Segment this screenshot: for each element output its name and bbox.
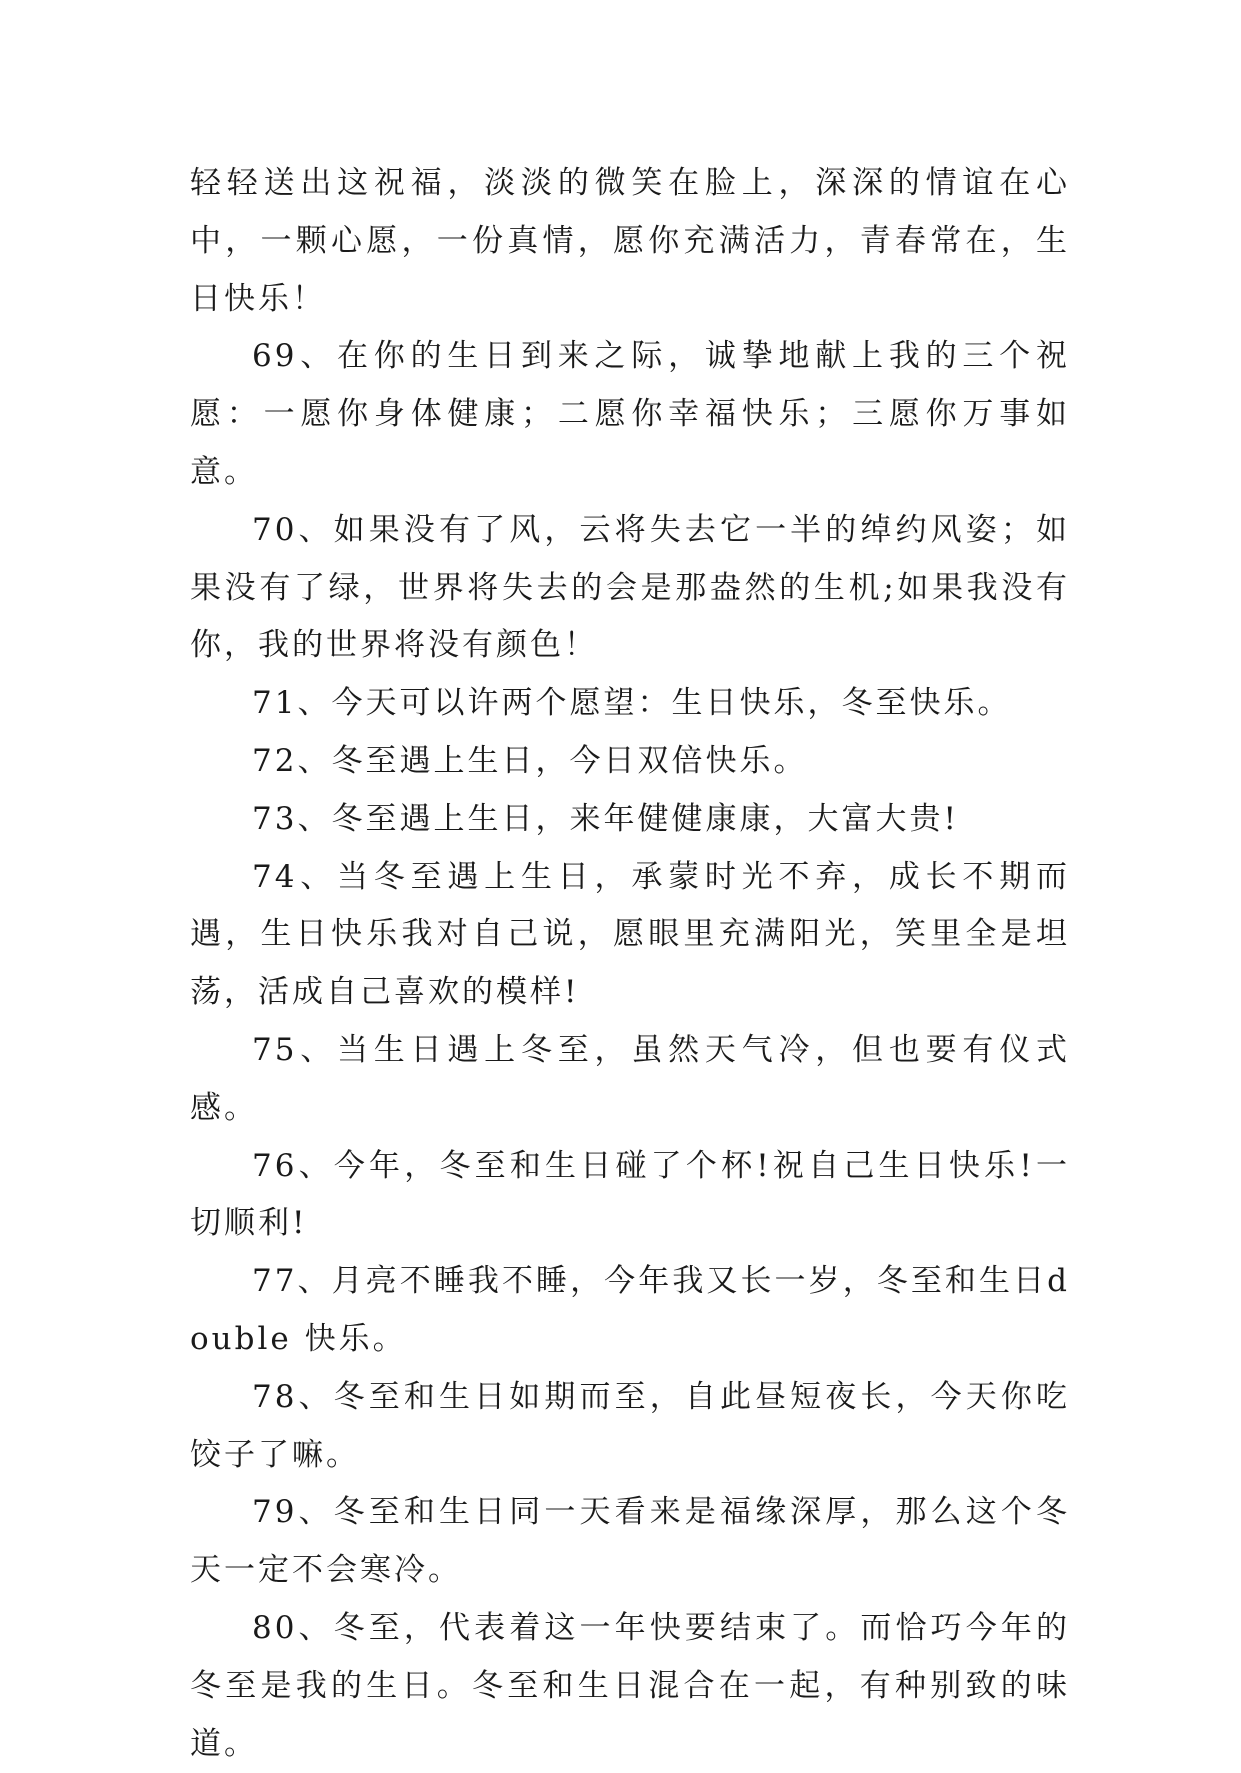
paragraph-76: 76、今年，冬至和生日碰了个杯!祝自己生日快乐!一切顺利! [190,1147,1070,1242]
document-body [190,155,1070,1773]
paragraph-77: 77、月亮不睡我不睡，今年我又长一岁，冬至和生日double 快乐。 [190,1263,1070,1357]
paragraph-71: 71、今天可以许两个愿望：生日快乐，冬至快乐。 [252,685,1012,722]
paragraph-80: 80、冬至，代表着这一年快要结束了。而恰巧今年的冬至是我的生日。冬至和生日混合在一起，有种别致的味道。 [190,1609,1070,1762]
paragraph-69: 69、在你的生日到来之际，诚挚地献上我的三个祝愿：一愿你身体健康；二愿你幸福快乐；三愿你万事如意。 [190,338,1070,490]
paragraph-75: 75、当生日遇上冬至，虽然天气冷，但也要有仪式感。 [190,1031,1070,1126]
paragraph-78: 78、冬至和生日如期而至，自此昼短夜长，今天你吃饺子了嘛。 [190,1378,1070,1473]
paragraph-72: 72、冬至遇上生日，今日双倍快乐。 [252,742,808,779]
paragraph-74: 74、当冬至遇上生日，承蒙时光不弃，成长不期而遇，生日快乐我对自己说，愿眼里充满阳光，笑里全是坦荡，活成自己喜欢的模样! [190,858,1070,1011]
paragraph-79: 79、冬至和生日同一天看来是福缘深厚，那么这个冬天一定不会寒冷。 [190,1494,1070,1589]
paragraph-70: 70、如果没有了风，云将失去它一半的绰约风姿；如果没有了绿，世界将失去的会是那盎然的生机;如果我没有你，我的世界将没有颜色！ [190,511,1070,664]
paragraph-intro: 轻轻送出这祝福，淡淡的微笑在脸上，深深的情谊在心中，一颗心愿，一份真情，愿你充满活力，青春常在，生日快乐！ [190,165,1070,317]
paragraph-73: 73、冬至遇上生日，来年健健康康，大富大贵! [252,800,959,837]
